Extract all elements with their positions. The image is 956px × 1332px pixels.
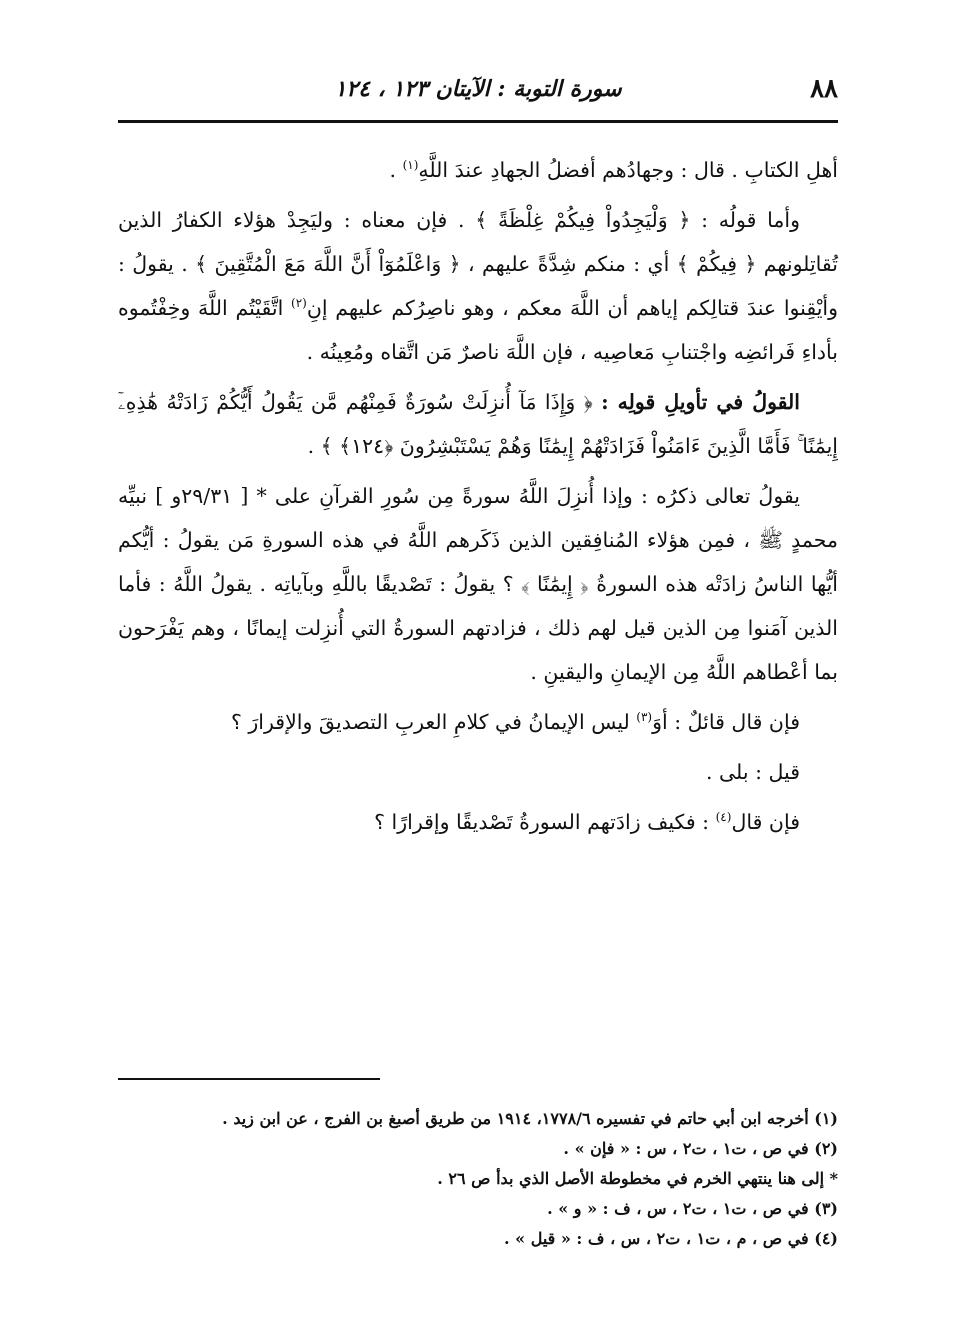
footnote-ref-2[interactable]: (٢) (291, 296, 307, 311)
page-header (118, 64, 838, 123)
footnote-1: (١) أخرجه ابن أبي حاتم في تفسيره ١٧٧٨/٦، ١٩١٤ من طريق أصبغ بن الفرج ، عن ابن زيد . (222, 1109, 838, 1128)
footnote-ref-3[interactable]: (٣) (636, 710, 653, 725)
paragraph-5: فإن قال قائلٌ : أوَ$^{(٣)}$ ليس الإيمانُ في كلامِ العربِ التصديقَ والإقرارَ ؟ (230, 710, 800, 734)
footnote-2: (٢) في ص ، ت١ ، ت٢ ، س : « فإن » . (563, 1139, 838, 1158)
footnote-star: * إلى هنا ينتهي الخرم في مخطوطة الأصل الذي بدأ ص ٢٦ . (437, 1169, 838, 1188)
running-title: سورة التوبة : الآيتان ١٢٣ ، ١٢٤ (334, 76, 622, 102)
paragraph-4: يقولُ تعالى ذكرُه : وإذا أُنزِلَ اللَّهُ سورةً مِن سُورِ القرآنِ على * [ ٢٩/٣١و ] نبيِّه محمدٍ ﷺ ، فمِن هؤلاء المُنافِقين الذين ذَكَرهم اللَّهُ في هذه السورةِ مَن يقولُ : أيُّكم أيُّها الناسُ زادَتْه هذه السورةُ ﴿ إِيمَٰنًا ﴾ ؟ يقولُ : تَصْديقًا باللَّهِ وبآياتِه . يقولُ اللَّهُ : فأما الذين آمَنوا مِن الذين قيل لهم ذلك ، فزادتهم السورةُ التي أُنزِلت إيمانًا ، وهم يَفْرَحون بما أعْطاهم اللَّهُ مِن الإيمانِ واليقينِ . (118, 484, 838, 684)
footnotes (118, 1104, 838, 1254)
paragraph-6: قيل : بلى . (705, 760, 800, 784)
paragraph-3 (118, 380, 838, 468)
footnote-3: (٣) في ص ، ت١ ، ت٢ ، س ، ف : « و » . (547, 1199, 838, 1218)
footnote-ref-4[interactable]: (٤) (715, 810, 732, 825)
main-text (118, 148, 838, 850)
paragraph-7: فإن قال$^{(٤)}$ : فكيف زادَتهم السورةُ تَصْديقًا وإقرارًا ؟ (374, 810, 800, 834)
footnote-4: (٤) في ص ، م ، ت١ ، ت٢ ، س ، ف : « قيل » . (503, 1229, 838, 1248)
section-heading: القولُ في تأويلِ قولِه : (601, 390, 800, 414)
page-number: ٨٨ (810, 74, 838, 104)
footnote-ref-1[interactable]: (١) (402, 158, 419, 173)
paragraph-1: أهلِ الكتابِ . قال : وجهادُهم أفضلُ الجهادِ عندَ اللَّهِ$^{(١)}$ . (389, 158, 838, 182)
paragraph-2: وأما قولُه : ﴿ وَلْيَجِدُواْ فِيكُمْ غِلْظَةً ﴾ . فإن معناه : وليَجِدْ هؤلاء الكفارُ الذين تُقاتِلونهم ﴿ فِيكُمْ ﴾ أي : منكم شِدَّةً عليهم ، ﴿ وَاعْلَمُوٓاْ أَنَّ اللَّهَ مَعَ الْمُتَّقِينَ ﴾ . يقولُ : وأيْقِنوا عندَ قتالِكم إياهم أن اللَّهَ معكم ، وهو ناصِرُكم عليهم إنِ$^{(٢)}$ اتَّقَيْتُم اللَّهَ وخِفْتُموه بأداءِ فَرائضِه واجْتنابِ مَعاصِيه ، فإن اللَّهَ ناصرٌ مَن اتَّقاه ومُعِينُه . (118, 208, 838, 364)
quran-verse: ﴿ وَإِذَا مَآ أُنزِلَتْ سُورَةٌ فَمِنْهُم مَّن يَقُولُ أَيُّكُمْ زَادَتْهُ هَٰذِهِۦٓ إِيمَٰنًا ۚ فَأَمَّا الَّذِينَ ءَامَنُواْ فَزَادَتْهُمْ إِيمَٰنًا وَهُمْ يَسْتَبْشِرُونَ ﴿١٢٤﴾ ﴾ . (118, 390, 838, 458)
footnote-divider (118, 1078, 380, 1080)
